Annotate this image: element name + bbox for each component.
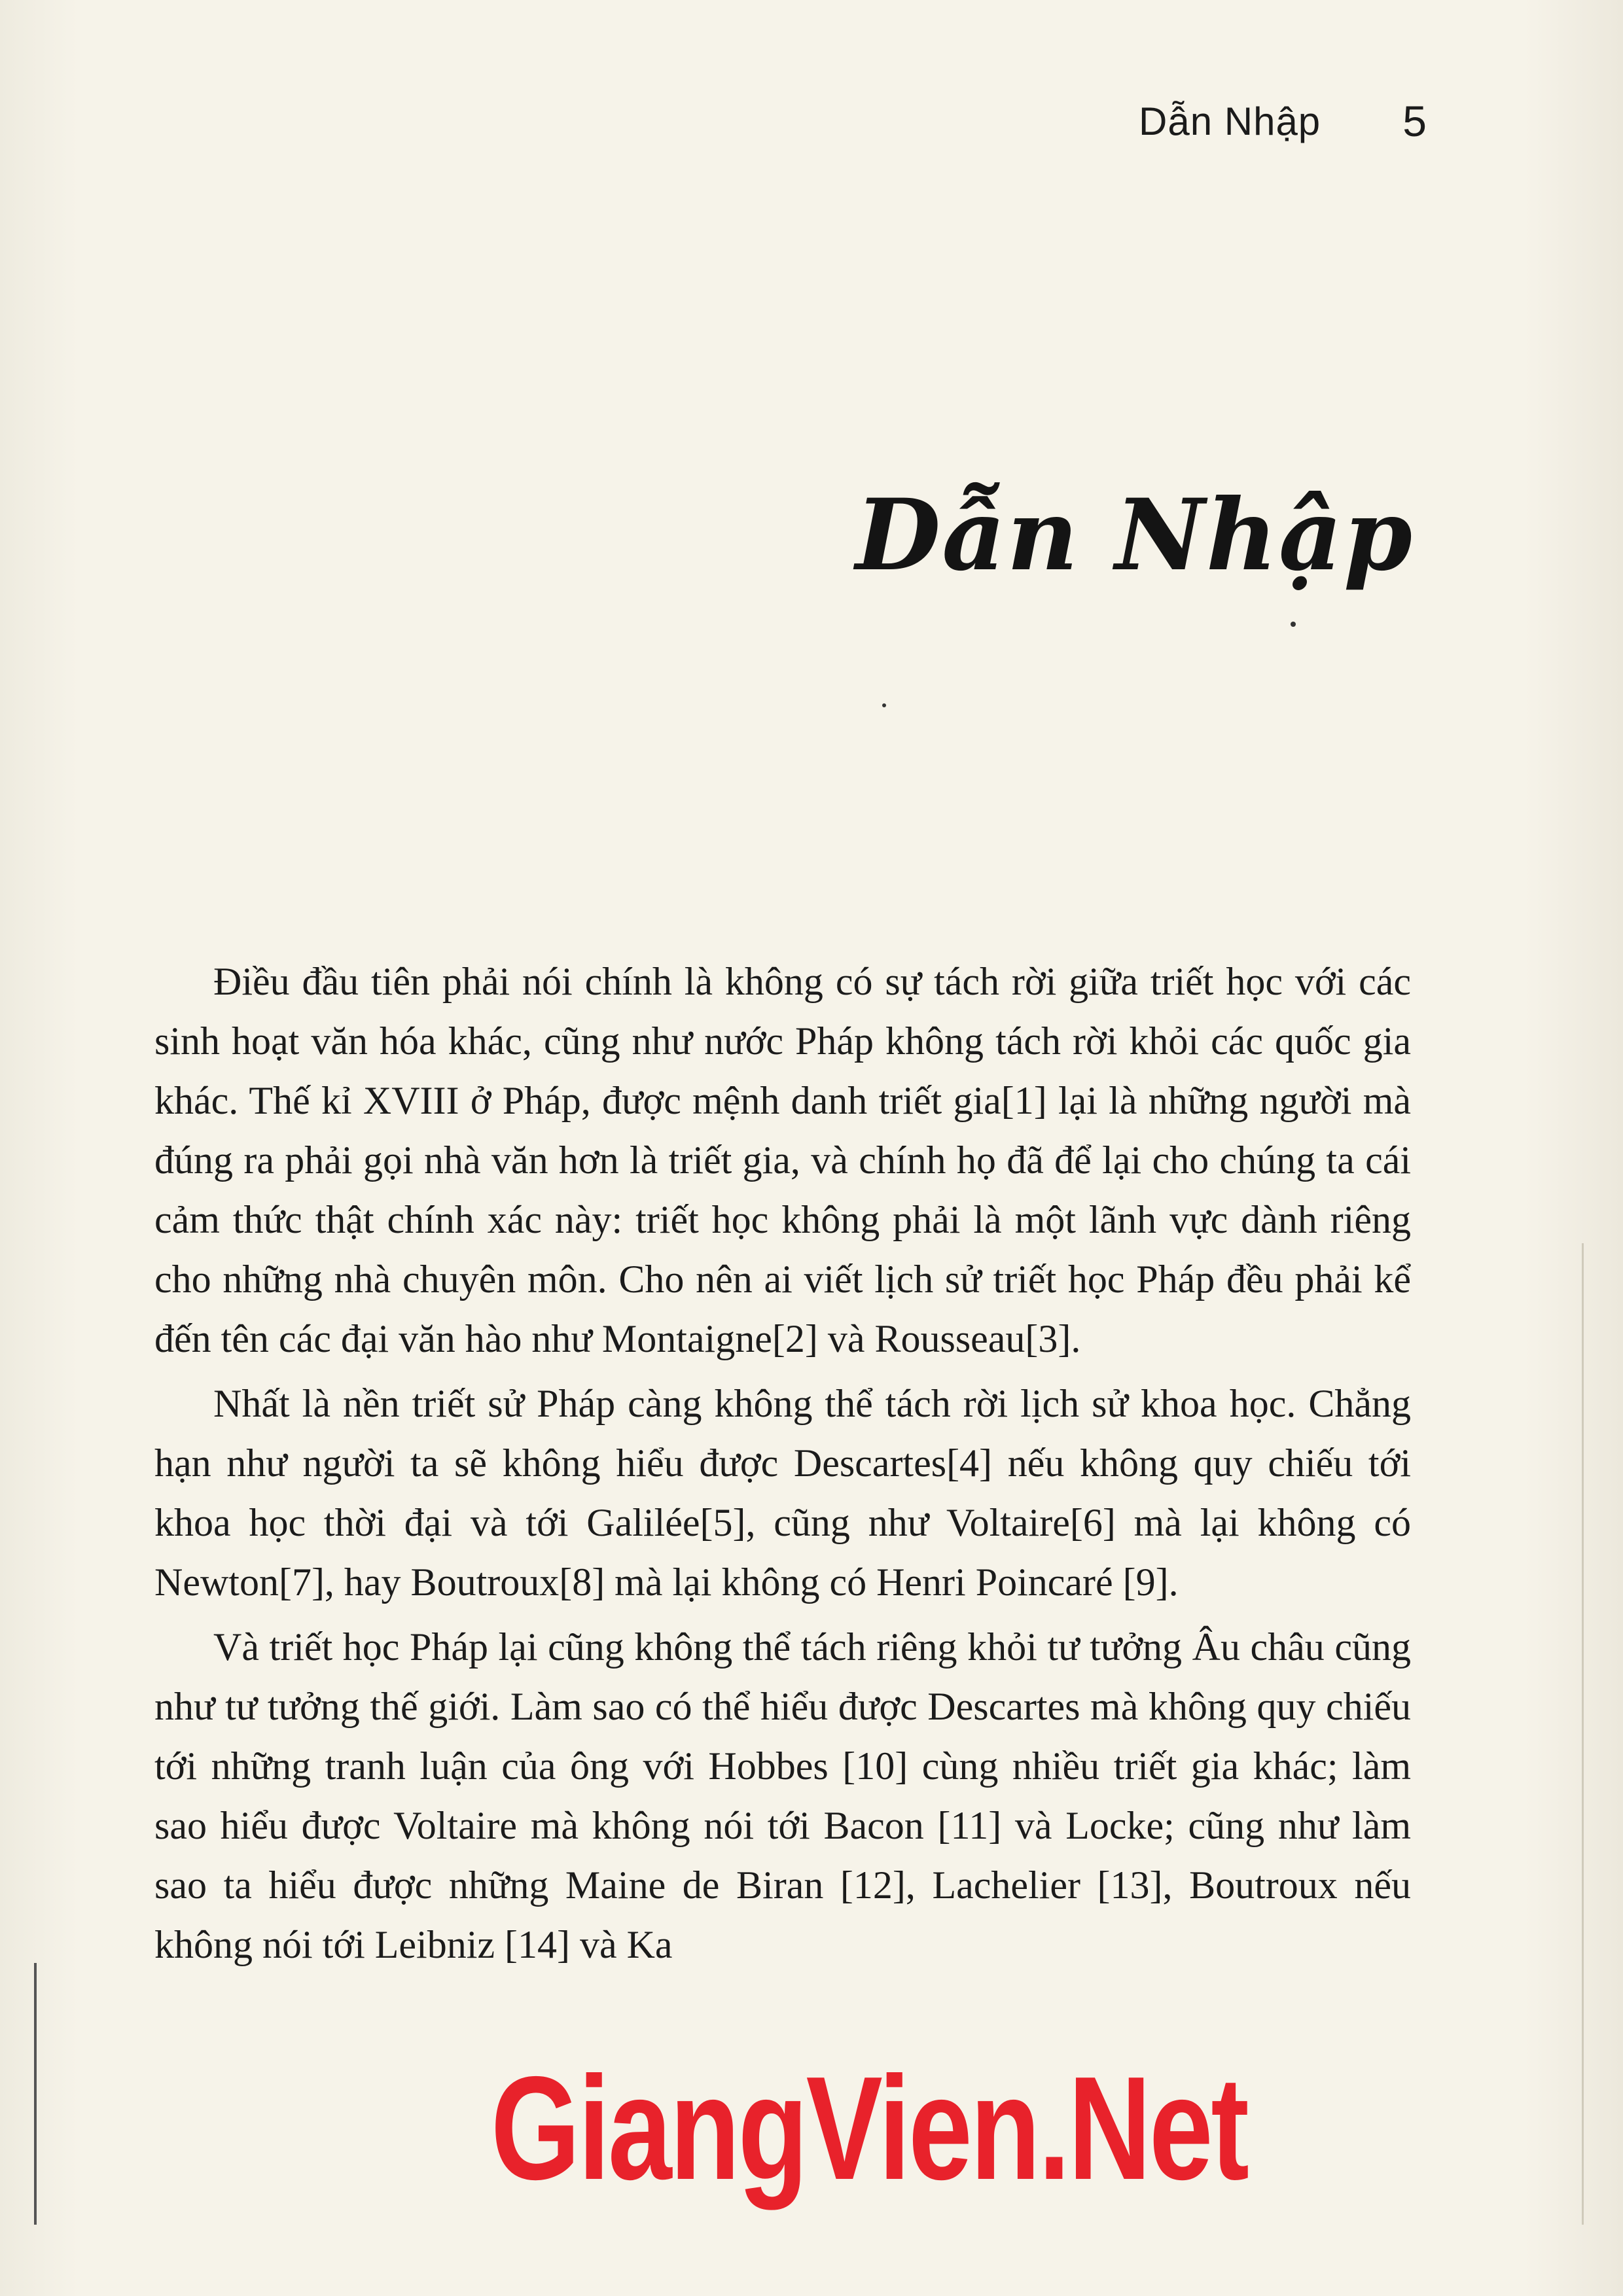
- scan-margin-line: [34, 1963, 37, 2225]
- scan-speck: [1291, 622, 1296, 627]
- running-title: Dẫn Nhập: [1139, 99, 1321, 143]
- page-header: [1139, 92, 1427, 150]
- paragraph: Điều đầu tiên phải nói chính là không có sự tách rời giữa triết học với các sinh hoạt văn hóa khác, cũng như nước Pháp không tách rời khỏi các quốc gia khác. Thế kỉ XVIII ở Pháp, được mệnh danh triết gia[1] lại là những người mà đúng ra phải gọi nhà văn hơn là triết gia, và chính họ đã để lại cho chúng ta cái cảm thức thật chính xác này: triết học không phải là một lãnh vực dành riêng cho những nhà chuyên môn. Cho nên ai viết lịch sử triết học Pháp đều phải kể đến tên các đại văn hào như Montaigne[2] và Rousseau[3].: [154, 960, 1411, 1360]
- chapter-title: Dẫn Nhập: [855, 478, 1414, 593]
- page-edge-shadow: [1582, 1243, 1584, 2225]
- paragraph: Nhất là nền triết sử Pháp càng không thể tách rời lịch sử khoa học. Chẳng hạn như người ta sẽ không hiểu được Descartes[4] nếu không quy chiếu tới khoa học thời đại và tới Galilée[5], cũng như Voltaire[6] mà lại không có Newton[7], hay Boutroux[8] mà lại không có Henri Poincaré [9].: [154, 1382, 1411, 1604]
- body-text: [154, 952, 1411, 1980]
- scan-speck: [882, 703, 886, 707]
- paragraph: Và triết học Pháp lại cũng không thể tách riêng khỏi tư tưởng Âu châu cũng như tư tưởng thế giới. Làm sao có thể hiểu được Descartes mà không quy chiếu tới những tranh luận của ông với Hobbes [10] cùng nhiều triết gia khác; làm sao hiểu được Voltaire mà không nói tới Bacon [11] và Locke; cũng như làm sao ta hiểu được những Maine de Biran [12], Lachelier [13], Boutroux nếu không nói tới Leibniz [14] và Ka: [154, 1625, 1411, 1966]
- watermark-logo: GiangVien.Net: [491, 2045, 1247, 2210]
- page-number: 5: [1402, 97, 1427, 145]
